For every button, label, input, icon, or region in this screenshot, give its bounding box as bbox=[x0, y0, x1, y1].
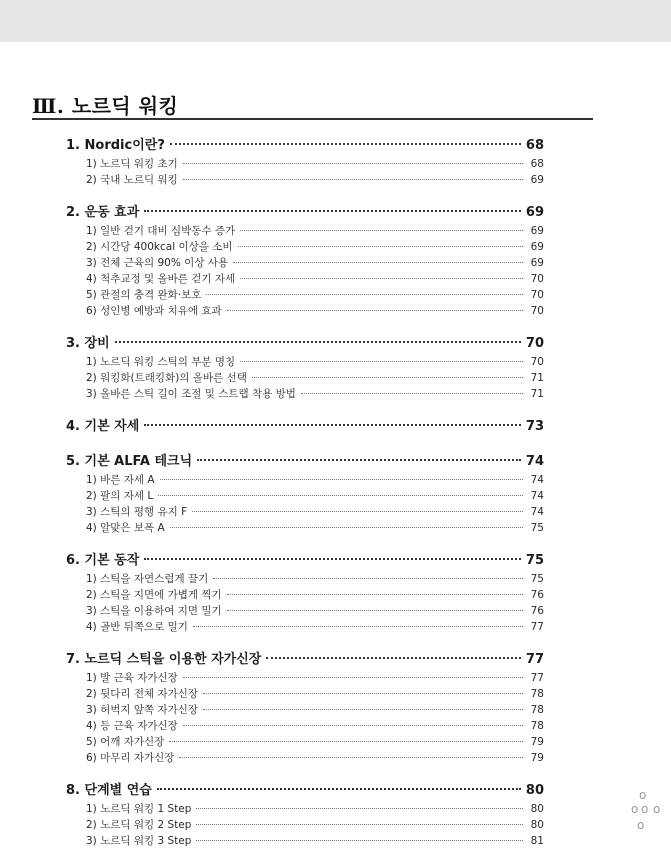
toc-entry[interactable] bbox=[66, 686, 544, 702]
toc-entry-label: 2) 뒷다리 전체 자가신장 bbox=[86, 688, 199, 700]
toc-page-number: 77 bbox=[530, 672, 544, 684]
toc-page-number: 68 bbox=[525, 138, 544, 153]
toc-entry[interactable] bbox=[66, 801, 544, 817]
dot-leader bbox=[227, 594, 523, 595]
toc-page-number: 70 bbox=[530, 305, 544, 317]
toc-page-number: 69 bbox=[525, 205, 544, 220]
toc-entry-label: 1) 일반 걷기 대비 심박동수 증가 bbox=[86, 225, 236, 237]
dot-leader bbox=[206, 294, 523, 295]
toc-entry[interactable] bbox=[66, 718, 544, 734]
dot-leader bbox=[115, 341, 521, 343]
dot-leader bbox=[144, 210, 521, 212]
dot-leader bbox=[203, 693, 523, 694]
toc-entry[interactable] bbox=[66, 504, 544, 520]
toc-section bbox=[66, 136, 544, 188]
toc-section bbox=[66, 781, 544, 849]
toc-entry-label: 1) 바른 자세 A bbox=[86, 474, 155, 486]
toc-section bbox=[66, 203, 544, 319]
dot-leader bbox=[144, 558, 521, 560]
toc-page-number: 75 bbox=[530, 573, 544, 585]
dot-leader bbox=[144, 424, 521, 426]
toc-entry[interactable] bbox=[66, 223, 544, 239]
toc-section-heading[interactable] bbox=[66, 452, 544, 472]
dot-leader bbox=[193, 626, 523, 627]
toc-section-title: 2. 운동 효과 bbox=[66, 205, 140, 220]
toc-page-number: 71 bbox=[530, 388, 544, 400]
toc-entry[interactable] bbox=[66, 734, 544, 750]
toc-section-title: 1. Nordic이란? bbox=[66, 138, 165, 153]
table-of-contents bbox=[66, 136, 544, 849]
toc-section bbox=[66, 650, 544, 766]
toc-section-title: 5. 기본 ALFA 테크닉 bbox=[66, 454, 193, 469]
dot-leader bbox=[170, 143, 521, 145]
toc-entry-label: 2) 워킹화(트래킹화)의 올바른 선택 bbox=[86, 372, 247, 384]
toc-page-number: 80 bbox=[525, 783, 544, 798]
toc-page-number: 71 bbox=[530, 372, 544, 384]
toc-page-number: 74 bbox=[525, 454, 544, 469]
dot-leader bbox=[233, 262, 523, 263]
toc-page-number: 75 bbox=[525, 553, 544, 568]
dot-leader bbox=[203, 709, 523, 710]
toc-section-title: 7. 노르딕 스틱을 이용한 자가신장 bbox=[66, 652, 262, 667]
toc-entry[interactable] bbox=[66, 603, 544, 619]
toc-entry-label: 3) 스틱의 평행 유지 F bbox=[86, 506, 188, 518]
toc-entry-label: 4) 등 근육 자가신장 bbox=[86, 720, 178, 732]
toc-section-heading[interactable] bbox=[66, 781, 544, 801]
toc-page-number: 78 bbox=[530, 720, 544, 732]
toc-entry[interactable] bbox=[66, 271, 544, 287]
toc-entry[interactable] bbox=[66, 370, 544, 386]
toc-page-number: 74 bbox=[530, 506, 544, 518]
toc-entry-label: 1) 노르딕 워킹 스틱의 부분 명칭 bbox=[86, 356, 236, 368]
toc-section bbox=[66, 417, 544, 437]
toc-entry[interactable] bbox=[66, 571, 544, 587]
toc-entry[interactable] bbox=[66, 817, 544, 833]
toc-section-title: 4. 기본 자세 bbox=[66, 419, 140, 434]
toc-entry[interactable] bbox=[66, 833, 544, 849]
toc-section-heading[interactable] bbox=[66, 551, 544, 571]
toc-entry-label: 6) 성인병 예방과 치유에 효과 bbox=[86, 305, 222, 317]
toc-entry-label: 3) 스틱을 이용하여 지면 밀기 bbox=[86, 605, 222, 617]
toc-entry-label: 4) 척추교정 및 올바른 걷기 자세 bbox=[86, 273, 236, 285]
toc-entry[interactable] bbox=[66, 488, 544, 504]
toc-entry-label: 3) 전체 근육의 90% 이상 사용 bbox=[86, 257, 229, 269]
toc-entry-label: 4) 알맞은 보폭 A bbox=[86, 522, 165, 534]
dot-leader bbox=[240, 278, 523, 279]
toc-entry-label: 2) 국내 노르딕 워킹 bbox=[86, 174, 178, 186]
toc-entry[interactable] bbox=[66, 472, 544, 488]
dot-leader bbox=[301, 393, 523, 394]
toc-entry[interactable] bbox=[66, 287, 544, 303]
toc-entry-label: 3) 올바른 스틱 길이 조절 및 스트랩 착용 방법 bbox=[86, 388, 296, 400]
top-band bbox=[0, 0, 671, 42]
dot-leader bbox=[183, 163, 523, 164]
toc-entry[interactable] bbox=[66, 354, 544, 370]
dot-leader bbox=[157, 788, 521, 790]
toc-page-number: 70 bbox=[530, 289, 544, 301]
toc-entry-label: 1) 노르딕 워킹 1 Step bbox=[86, 803, 192, 815]
toc-entry-label: 3) 허벅지 앞쪽 자가신장 bbox=[86, 704, 199, 716]
dot-leader bbox=[160, 479, 523, 480]
toc-entry-label: 3) 노르딕 워킹 3 Step bbox=[86, 835, 192, 847]
decorative-circles: o o o o o bbox=[631, 788, 661, 832]
dot-leader bbox=[197, 459, 521, 461]
toc-section-heading[interactable] bbox=[66, 334, 544, 354]
toc-page-number: 81 bbox=[530, 835, 544, 847]
toc-page-number: 76 bbox=[530, 605, 544, 617]
toc-entry-label: 2) 팔의 자세 L bbox=[86, 490, 154, 502]
dot-leader bbox=[196, 840, 523, 841]
toc-page-number: 79 bbox=[530, 752, 544, 764]
toc-page-number: 77 bbox=[525, 652, 544, 667]
toc-entry-label: 1) 스틱을 자연스럽게 끌기 bbox=[86, 573, 209, 585]
toc-page-number: 76 bbox=[530, 589, 544, 601]
dot-leader bbox=[240, 230, 523, 231]
dot-leader bbox=[196, 808, 523, 809]
toc-entry[interactable] bbox=[66, 255, 544, 271]
toc-entry[interactable] bbox=[66, 172, 544, 188]
toc-entry[interactable] bbox=[66, 386, 544, 402]
toc-section bbox=[66, 551, 544, 635]
toc-entry-label: 2) 노르딕 워킹 2 Step bbox=[86, 819, 192, 831]
toc-page-number: 73 bbox=[525, 419, 544, 434]
toc-entry[interactable] bbox=[66, 702, 544, 718]
dot-leader bbox=[240, 361, 523, 362]
toc-section-heading[interactable] bbox=[66, 417, 544, 437]
dot-leader bbox=[192, 511, 523, 512]
toc-page-number: 68 bbox=[530, 158, 544, 170]
toc-entry-label: 2) 스틱을 지면에 가볍게 찍기 bbox=[86, 589, 222, 601]
dot-leader bbox=[179, 757, 523, 758]
toc-page-number: 74 bbox=[530, 474, 544, 486]
dot-leader bbox=[196, 824, 523, 825]
dot-leader bbox=[158, 495, 523, 496]
toc-entry-label: 6) 마무리 자가신장 bbox=[86, 752, 175, 764]
toc-entry-label: 5) 어깨 자가신장 bbox=[86, 736, 165, 748]
toc-section-heading[interactable] bbox=[66, 136, 544, 156]
toc-entry[interactable] bbox=[66, 670, 544, 686]
dot-leader bbox=[227, 610, 523, 611]
toc-section-heading[interactable] bbox=[66, 650, 544, 670]
toc-entry-label: 1) 노르딕 워킹 초기 bbox=[86, 158, 178, 170]
chapter-divider bbox=[32, 118, 593, 120]
toc-page-number: 77 bbox=[530, 621, 544, 633]
toc-page-number: 75 bbox=[530, 522, 544, 534]
dot-leader bbox=[252, 377, 523, 378]
toc-section-heading[interactable] bbox=[66, 203, 544, 223]
toc-page-number: 79 bbox=[530, 736, 544, 748]
toc-page-number: 69 bbox=[530, 241, 544, 253]
dot-leader bbox=[183, 179, 523, 180]
toc-entry-label: 5) 관절의 충격 완화·보호 bbox=[86, 289, 202, 301]
toc-section bbox=[66, 334, 544, 402]
toc-entry-label: 4) 골반 뒤쪽으로 밀기 bbox=[86, 621, 188, 633]
toc-page-number: 69 bbox=[530, 225, 544, 237]
toc-entry[interactable] bbox=[66, 239, 544, 255]
toc-entry[interactable] bbox=[66, 619, 544, 635]
toc-entry-label: 1) 발 근육 자가신장 bbox=[86, 672, 178, 684]
dot-leader bbox=[238, 246, 523, 247]
dot-leader bbox=[266, 657, 521, 659]
dot-leader bbox=[227, 310, 523, 311]
toc-entry[interactable] bbox=[66, 520, 544, 536]
dot-leader bbox=[183, 725, 523, 726]
toc-entry-label: 2) 시간당 400kcal 이상을 소비 bbox=[86, 241, 233, 253]
toc-page-number: 70 bbox=[530, 273, 544, 285]
dot-leader bbox=[213, 578, 523, 579]
toc-page-number: 70 bbox=[530, 356, 544, 368]
toc-entry[interactable] bbox=[66, 587, 544, 603]
toc-page-number: 80 bbox=[530, 803, 544, 815]
toc-entry[interactable] bbox=[66, 750, 544, 766]
toc-page-number: 69 bbox=[530, 257, 544, 269]
toc-page-number: 74 bbox=[530, 490, 544, 502]
toc-section-title: 6. 기본 동작 bbox=[66, 553, 140, 568]
dot-leader bbox=[170, 527, 523, 528]
dot-leader bbox=[169, 741, 523, 742]
toc-page-number: 78 bbox=[530, 704, 544, 716]
toc-page-number: 80 bbox=[530, 819, 544, 831]
toc-page-number: 70 bbox=[525, 336, 544, 351]
toc-entry[interactable] bbox=[66, 303, 544, 319]
toc-section-title: 3. 장비 bbox=[66, 336, 110, 351]
dot-leader bbox=[183, 677, 523, 678]
toc-page-number: 78 bbox=[530, 688, 544, 700]
toc-section bbox=[66, 452, 544, 536]
toc-page-number: 69 bbox=[530, 174, 544, 186]
toc-entry[interactable] bbox=[66, 156, 544, 172]
chapter-title: Ⅲ. 노르딕 워킹 bbox=[32, 94, 179, 118]
toc-section-title: 8. 단계별 연습 bbox=[66, 783, 152, 798]
